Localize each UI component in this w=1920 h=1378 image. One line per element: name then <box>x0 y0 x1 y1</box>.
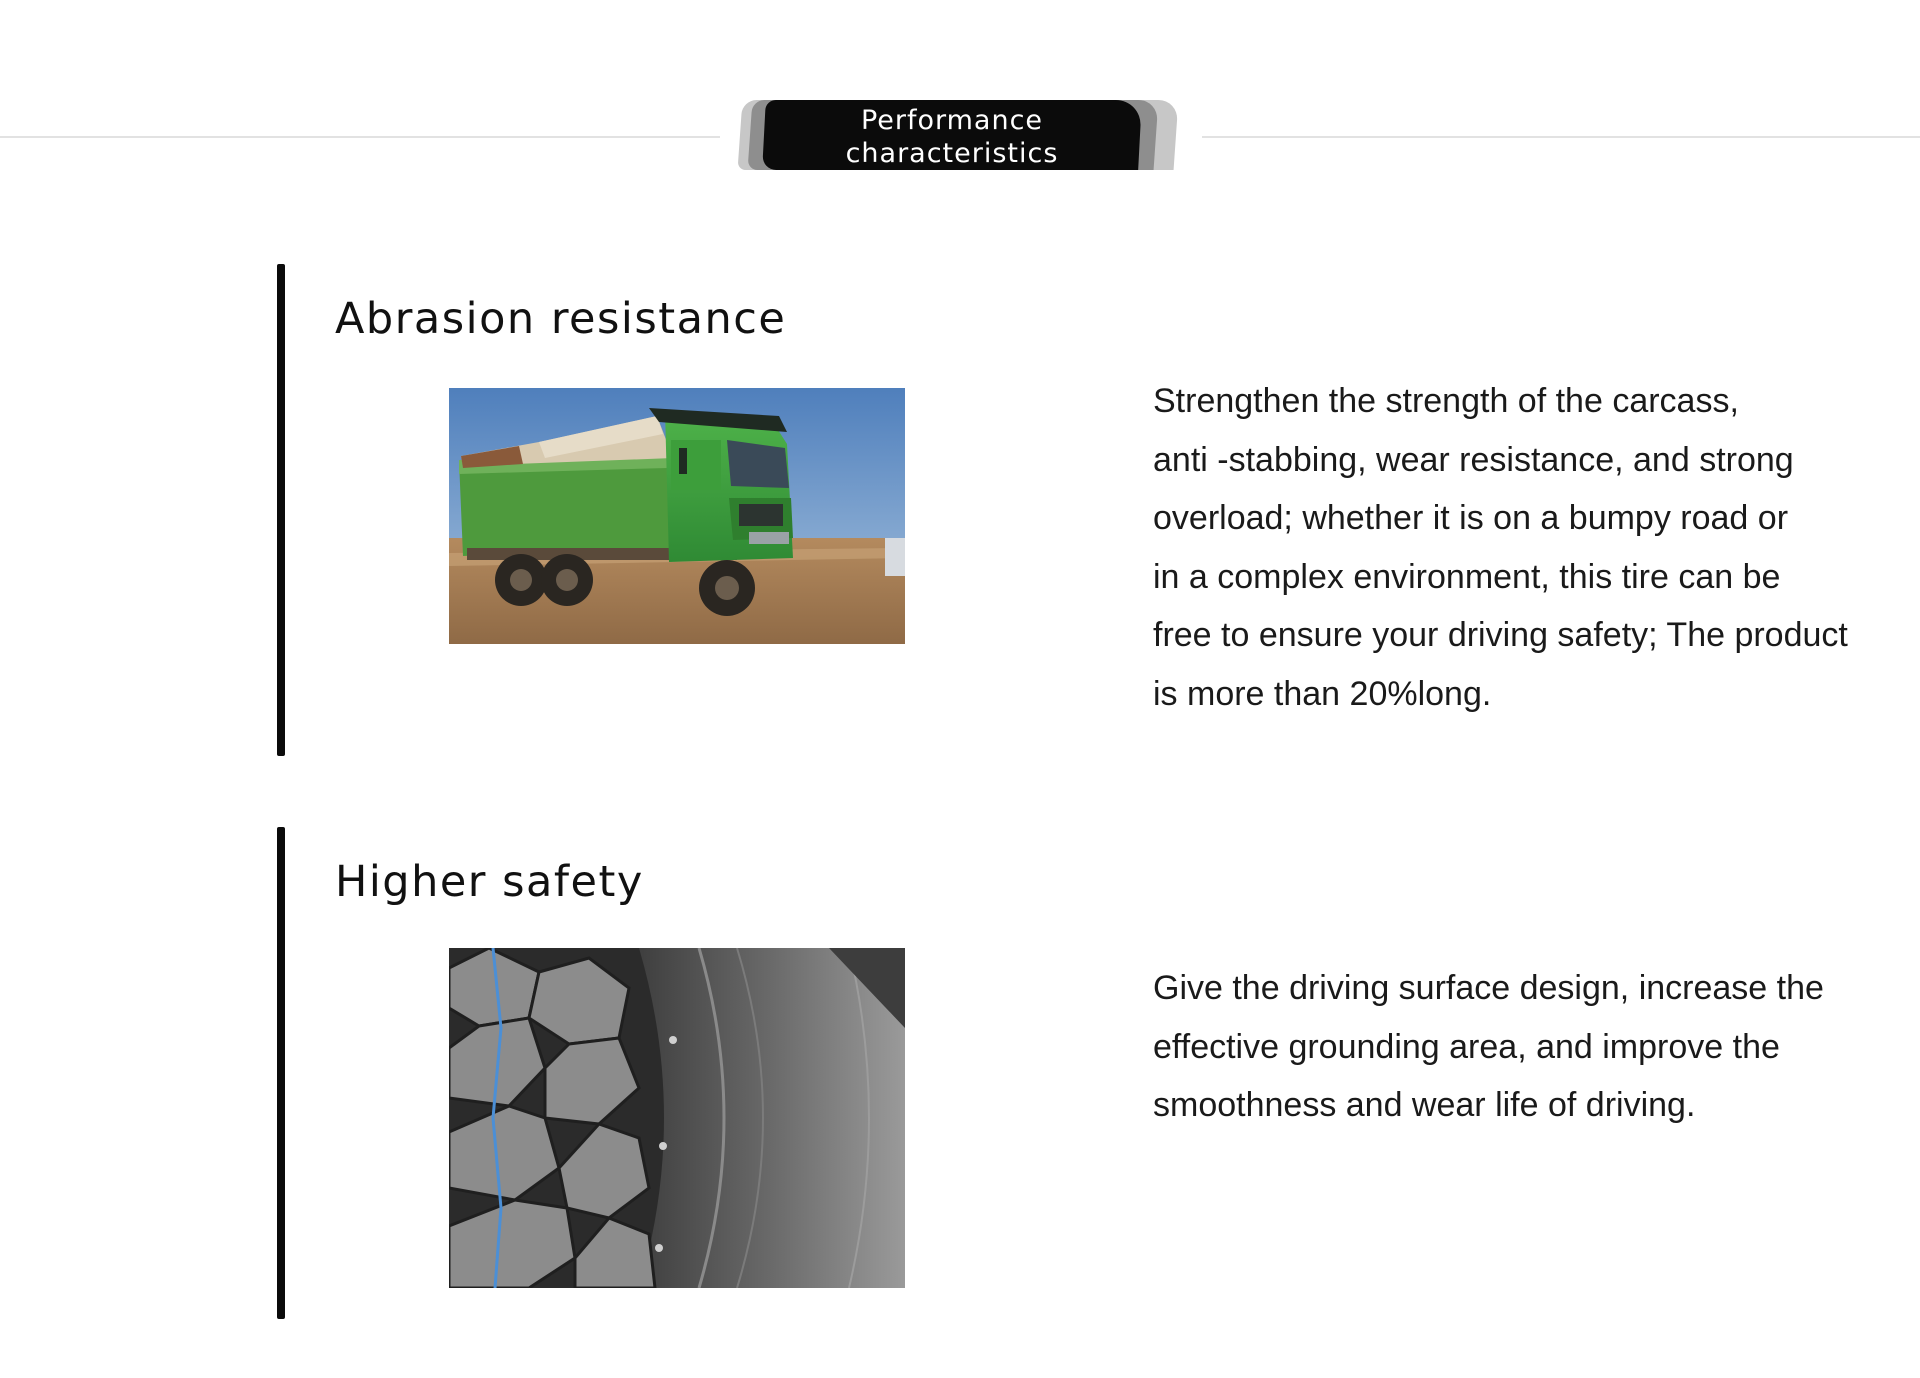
description-line: anti -stabbing, wear resistance, and strong <box>1153 440 1794 479</box>
description-line: smoothness and wear life of driving. <box>1153 1086 1696 1124</box>
description-line: free to ensure your driving safety; The product <box>1153 616 1848 654</box>
feature-abrasion-resistance <box>277 264 1877 756</box>
description-line: effective grounding area, and improve the <box>1153 1027 1780 1066</box>
section-accent-bar <box>277 827 285 1319</box>
header-divider-left <box>0 136 720 138</box>
header-divider-right <box>1202 136 1920 138</box>
section-description <box>1153 959 1873 1135</box>
banner-label-line1: Performance <box>860 105 1044 136</box>
description-line: is more than 20%long. <box>1153 674 1492 713</box>
banner-label-line2: characteristics <box>845 138 1059 169</box>
description-line: Strengthen the strength of the carcass, <box>1153 382 1739 420</box>
section-title: Higher safety <box>335 857 644 907</box>
section-header-banner <box>740 100 1180 172</box>
description-line: Give the driving surface design, increase the <box>1153 969 1824 1007</box>
feature-higher-safety <box>277 827 1877 1319</box>
section-description <box>1153 372 1873 723</box>
description-line: in a complex environment, this tire can be <box>1153 557 1781 596</box>
tire-tread-closeup-photo <box>449 948 905 1288</box>
description-line: overload; whether it is on a bumpy road or <box>1153 499 1789 537</box>
section-title: Abrasion resistance <box>335 294 787 344</box>
banner-label <box>764 104 1140 170</box>
section-accent-bar <box>277 264 285 756</box>
dump-truck-photo <box>449 388 905 644</box>
